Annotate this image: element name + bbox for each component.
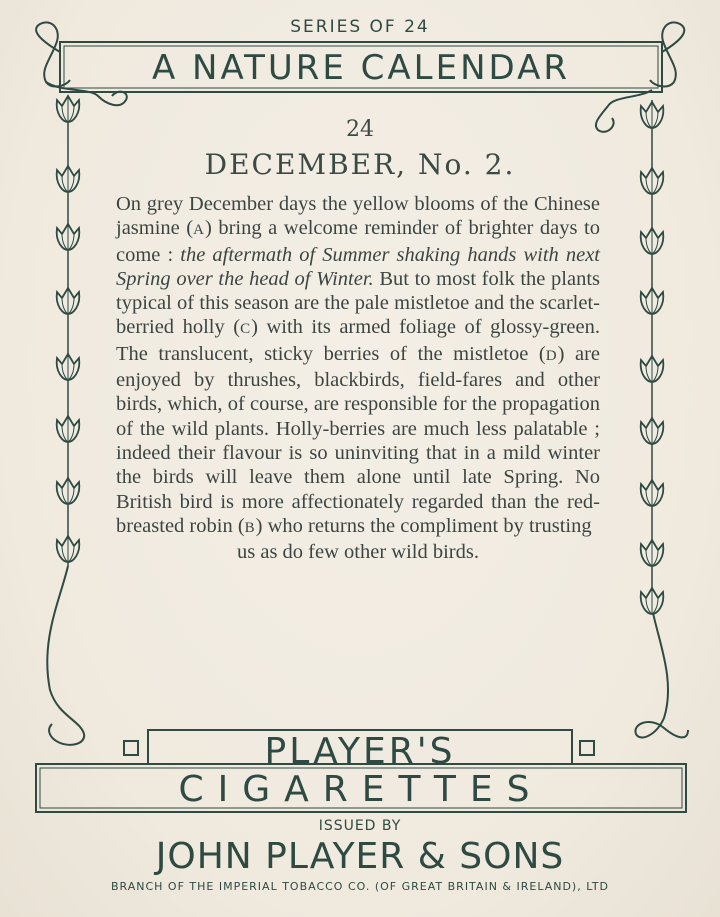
issued-by-label: ISSUED BY: [318, 818, 402, 834]
series-label: SERIES OF 24: [290, 17, 430, 37]
body-seg-4: ) with its armed foliage of glossy-green. The translucent, sticky berries of the mistletoe (: [116, 316, 600, 365]
ribbon-left-bottom: [47, 566, 84, 745]
tulip-bud-icon: [57, 288, 80, 314]
company-name: JOHN PLAYER & SONS: [155, 836, 565, 877]
tulip-bud-icon: [641, 480, 664, 506]
cigarettes-label: CIGARETTES: [178, 769, 544, 810]
body-seg-3: But to most folk the plants typical of this season are the pale mistletoe and the scarlet-berried holly (: [116, 267, 600, 339]
tulip-bud-icon: [641, 588, 664, 614]
tulip-bud-icon: [641, 418, 664, 444]
body-seg-6: ) who returns the compliment by trusting: [255, 514, 592, 537]
tulip-bud-icon: [641, 288, 664, 314]
body-last-line: us as do few other wild birds.: [237, 541, 479, 564]
description-paragraph: [116, 192, 600, 564]
body-seg-5: ) are enjoyed by thrushes, blackbirds, field-fares and other birds, which, of course, are responsible for the propagation of the wild plants. Holly-berries are much less palatable ; indeed their flavour is so uninviting that in a mild winter the birds will leave them alone until late Spring. No British bird is more affectionately regarded than the red-breasted robin (: [116, 342, 600, 537]
ref-b: B: [244, 519, 256, 536]
tulip-bud-icon: [57, 354, 80, 380]
tulip-bud-icon: [641, 540, 664, 566]
ribbon-right-bottom: [635, 608, 688, 737]
branch-text: BRANCH OF THE IMPERIAL TOBACCO CO. (OF GREAT BRITAIN & IRELAND), LTD: [110, 880, 610, 893]
ref-d: D: [545, 347, 558, 364]
tulip-bud-icon: [57, 416, 80, 442]
description-text: [116, 192, 600, 564]
tulip-bud-icon: [57, 224, 80, 250]
body-seg-1: On grey December days the yellow blooms of the Chinese jasmine (: [116, 193, 600, 240]
body-seg-2: ) bring a welcome reminder of brighter days to come :: [116, 217, 600, 266]
tulip-bud-icon: [641, 356, 664, 382]
body-quote: the aftermath of Summer shaking hands with next Spring over the head of Winter.: [116, 243, 601, 290]
tulip-bud-icon: [57, 478, 80, 504]
players-label: PLAYER'S: [264, 731, 456, 772]
tulip-bud-icon: [641, 228, 664, 254]
card-number: 24: [346, 117, 374, 142]
card-title: A NATURE CALENDAR: [151, 48, 570, 88]
ref-c: C: [240, 321, 252, 338]
tulip-bud-icon: [57, 536, 80, 562]
card-heading: DECEMBER, No. 2.: [204, 148, 516, 181]
ref-a: A: [193, 222, 205, 239]
